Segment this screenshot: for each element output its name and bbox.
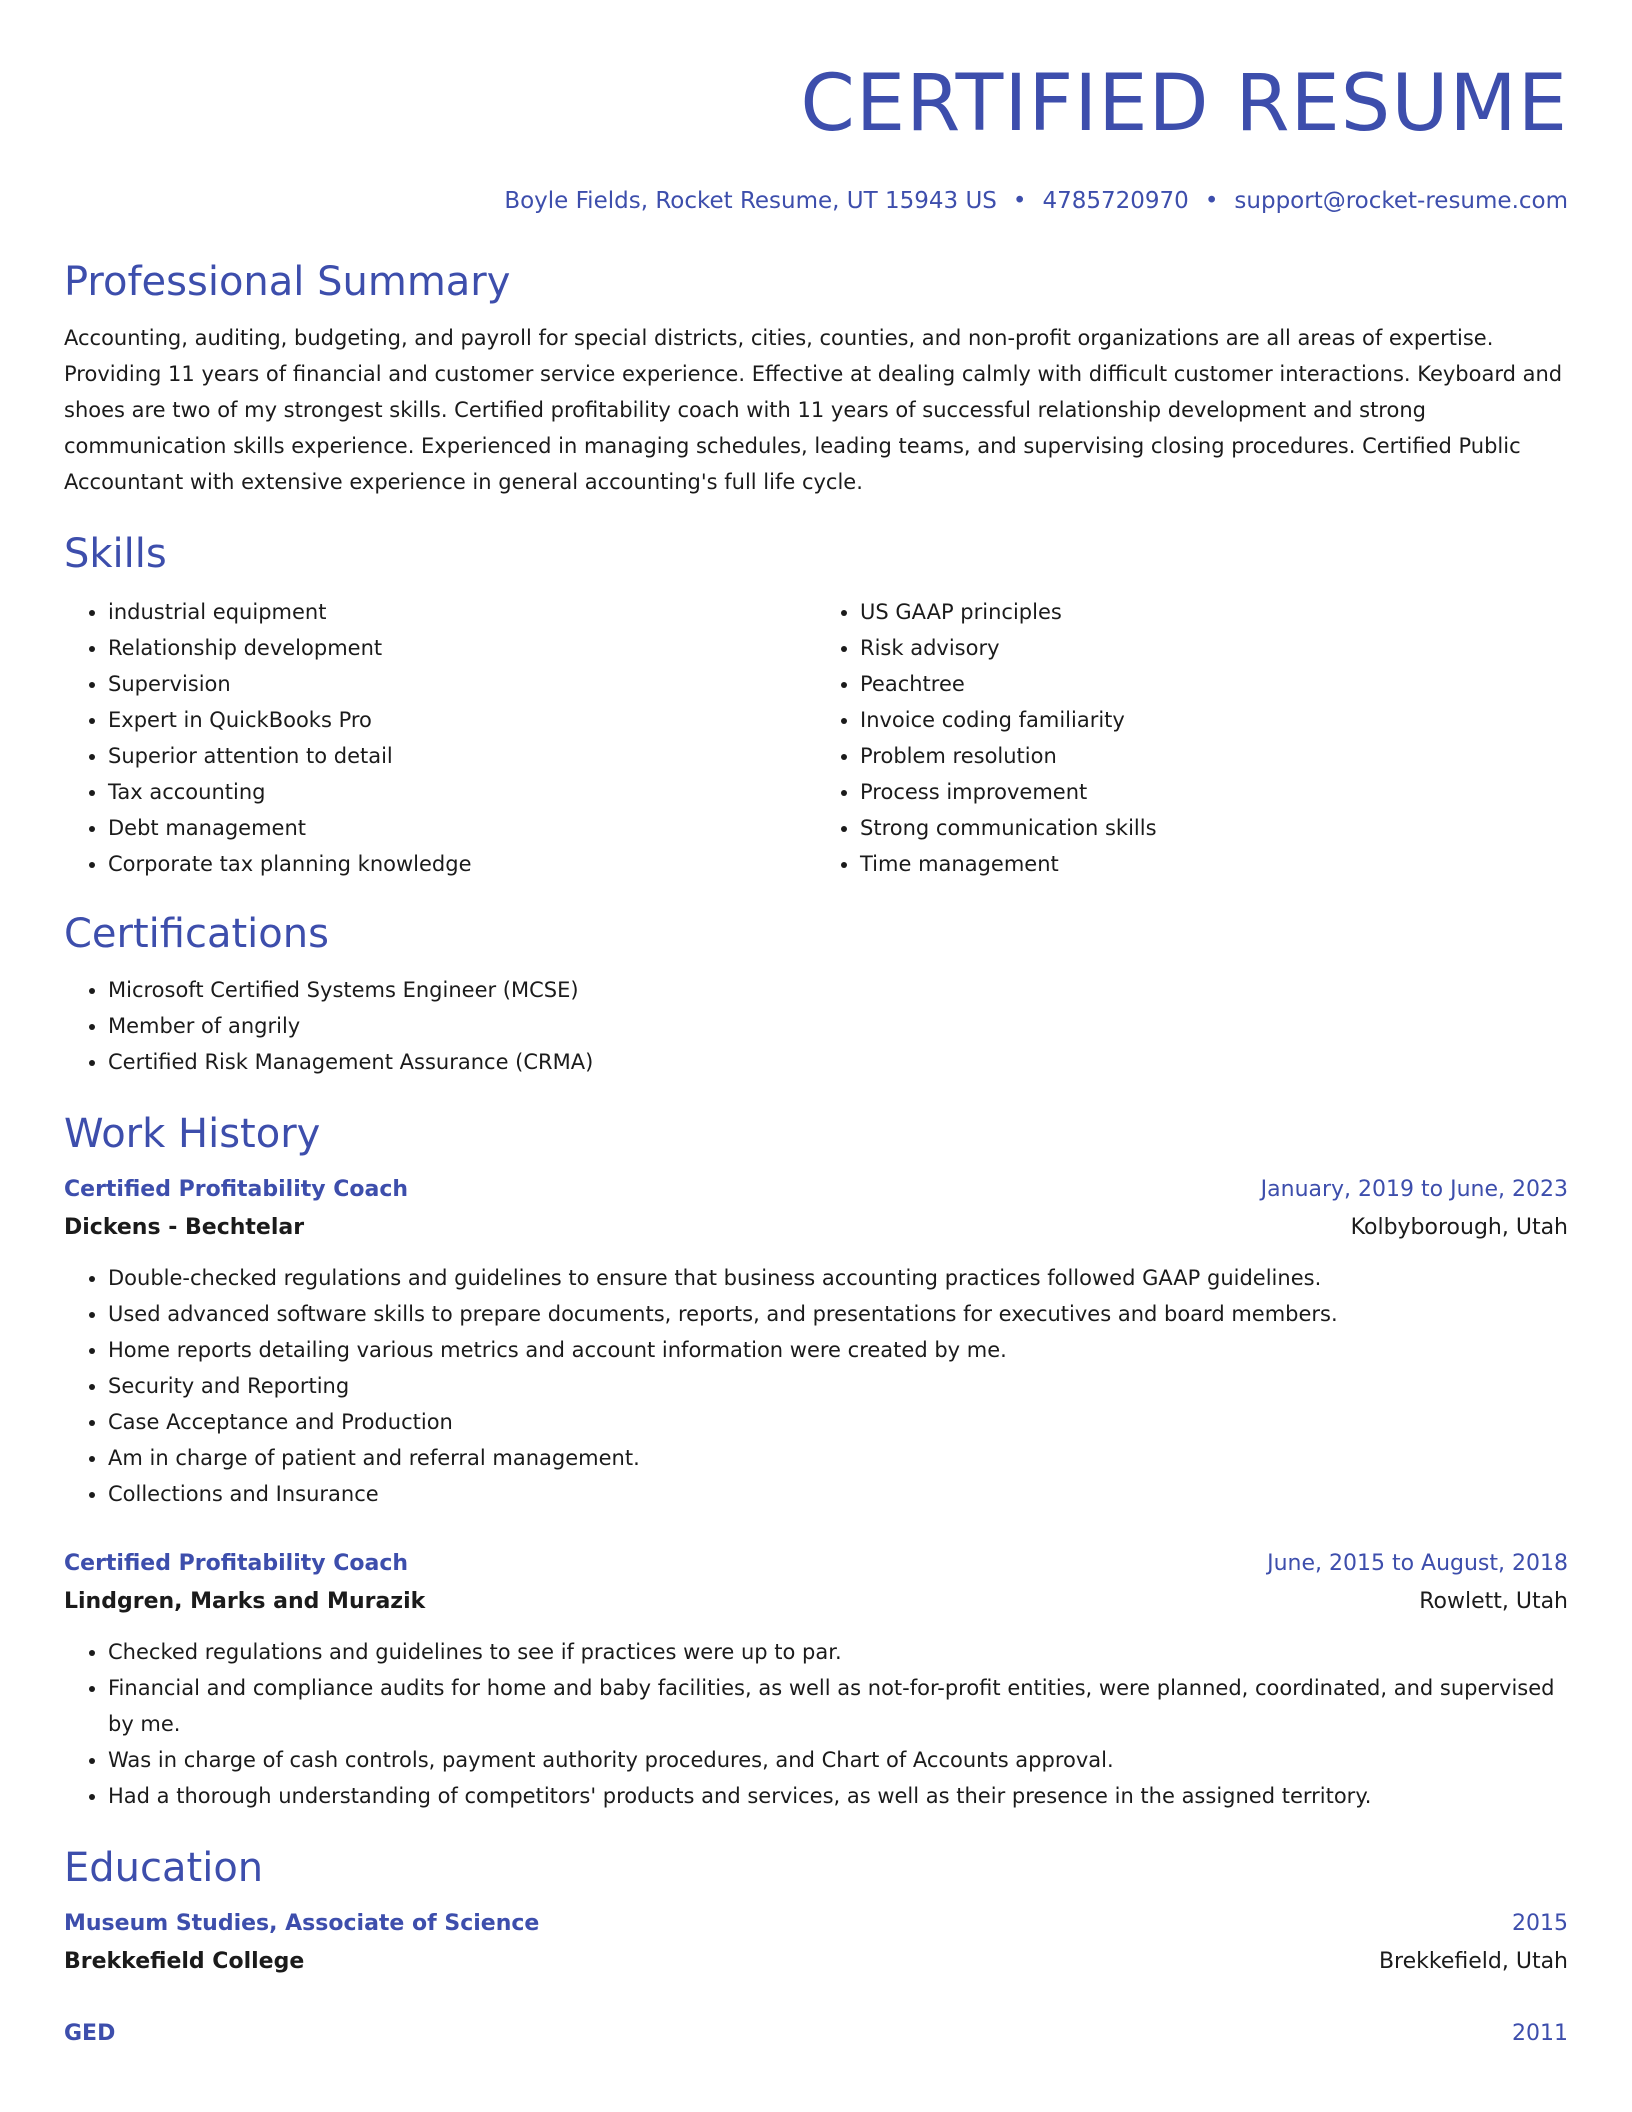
job-entry <box>64 1546 1568 1814</box>
contact-email: support@rocket-resume.com <box>1234 188 1568 214</box>
education-heading: Education <box>64 1845 264 1891</box>
job-company-row <box>64 1208 1568 1248</box>
certifications-heading: Certifications <box>64 911 329 957</box>
job-bullet: • Case Acceptance and Production <box>108 1404 1568 1440</box>
education-year: 2011 <box>1512 2021 1568 2046</box>
skill-item: • industrial equipment <box>108 594 816 630</box>
certification-item: • Member of angrily <box>108 1008 1568 1044</box>
certifications-list <box>64 972 1568 1080</box>
job-location: Kolbyborough, Utah <box>1350 1215 1568 1240</box>
skill-item: • Process improvement <box>860 774 1568 810</box>
education-location: Brekkefield, Utah <box>1378 1949 1568 1974</box>
summary-heading: Professional Summary <box>64 259 511 305</box>
education-year: 2015 <box>1512 1911 1568 1936</box>
skills-right-list <box>816 594 1568 882</box>
certification-item: • Microsoft Certified Systems Engineer (MCSE) <box>108 972 1568 1008</box>
education-school-row <box>64 1942 1568 1982</box>
education-entry <box>64 2016 1568 2052</box>
job-dates: June, 2015 to August, 2018 <box>1267 1551 1568 1576</box>
job-dates: January, 2019 to June, 2023 <box>1260 1177 1568 1202</box>
skill-item: • Invoice coding familiarity <box>860 702 1568 738</box>
job-bullet: • Was in charge of cash controls, payment authority procedures, and Chart of Accounts approval. <box>108 1742 1568 1778</box>
education-header-row <box>64 2016 1568 2052</box>
job-bullet: • Security and Reporting <box>108 1368 1568 1404</box>
job-company: Dickens - Bechtelar <box>64 1215 305 1240</box>
education-school: Brekkefield College <box>64 1949 305 1974</box>
skill-item: • Corporate tax planning knowledge <box>108 846 816 882</box>
skill-item: • Tax accounting <box>108 774 816 810</box>
skill-item: • Strong communication skills <box>860 810 1568 846</box>
contact-separator: • <box>1204 188 1219 214</box>
skill-item: • Peachtree <box>860 666 1568 702</box>
job-company-row <box>64 1582 1568 1622</box>
skill-item: • Relationship development <box>108 630 816 666</box>
skill-item: • Debt management <box>108 810 816 846</box>
contact-separator: • <box>1012 188 1027 214</box>
job-location: Rowlett, Utah <box>1419 1589 1568 1614</box>
work-history-heading: Work History <box>64 1111 321 1157</box>
job-entry <box>64 1172 1568 1512</box>
resume-title: CERTIFIED RESUME <box>800 59 1568 149</box>
job-title: Certified Profitability Coach <box>64 1551 409 1576</box>
job-header-row <box>64 1172 1568 1208</box>
summary-text: Accounting, auditing, budgeting, and payroll for special districts, cities, counties, and non-profit organizations are all areas of expertise. Providing 11 years of financial and customer service experience. Effective at dealing calmly with difficult customer interactions. Keyboard and shoes are two of my strongest skills. Certified profitability coach with 11 years of successful relationship development and strong communication skills experience. Experienced in managing schedules, leading teams, and supervising closing procedures. Certified Public Accountant with extensive experience in general accounting's full life cycle. <box>64 326 1563 494</box>
skills-heading: Skills <box>64 531 167 577</box>
job-header-row <box>64 1546 1568 1582</box>
education-header-row <box>64 1906 1568 1942</box>
job-bullet: • Collections and Insurance <box>108 1476 1568 1512</box>
job-bullet: • Am in charge of patient and referral management. <box>108 1440 1568 1476</box>
education-entry <box>64 1906 1568 1982</box>
education-degree: GED <box>64 2021 116 2046</box>
skill-item: • Superior attention to detail <box>108 738 816 774</box>
job-bullet: • Financial and compliance audits for home and baby facilities, as well as not-for-profit entities, were planned, coordinated, and supervised by me. <box>108 1670 1568 1742</box>
job-bullet: • Double-checked regulations and guidelines to ensure that business accounting practices followed GAAP guidelines. <box>108 1260 1568 1296</box>
education-degree: Museum Studies, Associate of Science <box>64 1911 540 1936</box>
job-company: Lindgren, Marks and Murazik <box>64 1589 426 1614</box>
job-bullet: • Checked regulations and guidelines to see if practices were up to par. <box>108 1634 1568 1670</box>
job-bullets <box>64 1634 1568 1814</box>
contact-phone: 4785720970 <box>1042 188 1189 214</box>
skill-item: • Problem resolution <box>860 738 1568 774</box>
job-title: Certified Profitability Coach <box>64 1177 409 1202</box>
contact-line <box>64 186 1568 216</box>
job-bullets <box>64 1260 1568 1512</box>
skills-columns <box>64 594 1568 882</box>
job-bullet: • Used advanced software skills to prepare documents, reports, and presentations for executives and board members. <box>108 1296 1568 1332</box>
skill-item: • Expert in QuickBooks Pro <box>108 702 816 738</box>
certification-item: • Certified Risk Management Assurance (CRMA) <box>108 1044 1568 1080</box>
job-bullet: • Had a thorough understanding of competitors' products and services, as well as their presence in the assigned territory. <box>108 1778 1568 1814</box>
skill-item: • Time management <box>860 846 1568 882</box>
skill-item: • Supervision <box>108 666 816 702</box>
skill-item: • US GAAP principles <box>860 594 1568 630</box>
resume-page <box>64 0 1568 2052</box>
contact-address: Boyle Fields, Rocket Resume, UT 15943 US <box>504 188 997 214</box>
job-bullet: • Home reports detailing various metrics and account information were created by me. <box>108 1332 1568 1368</box>
skill-item: • Risk advisory <box>860 630 1568 666</box>
skills-left-list <box>64 594 816 882</box>
